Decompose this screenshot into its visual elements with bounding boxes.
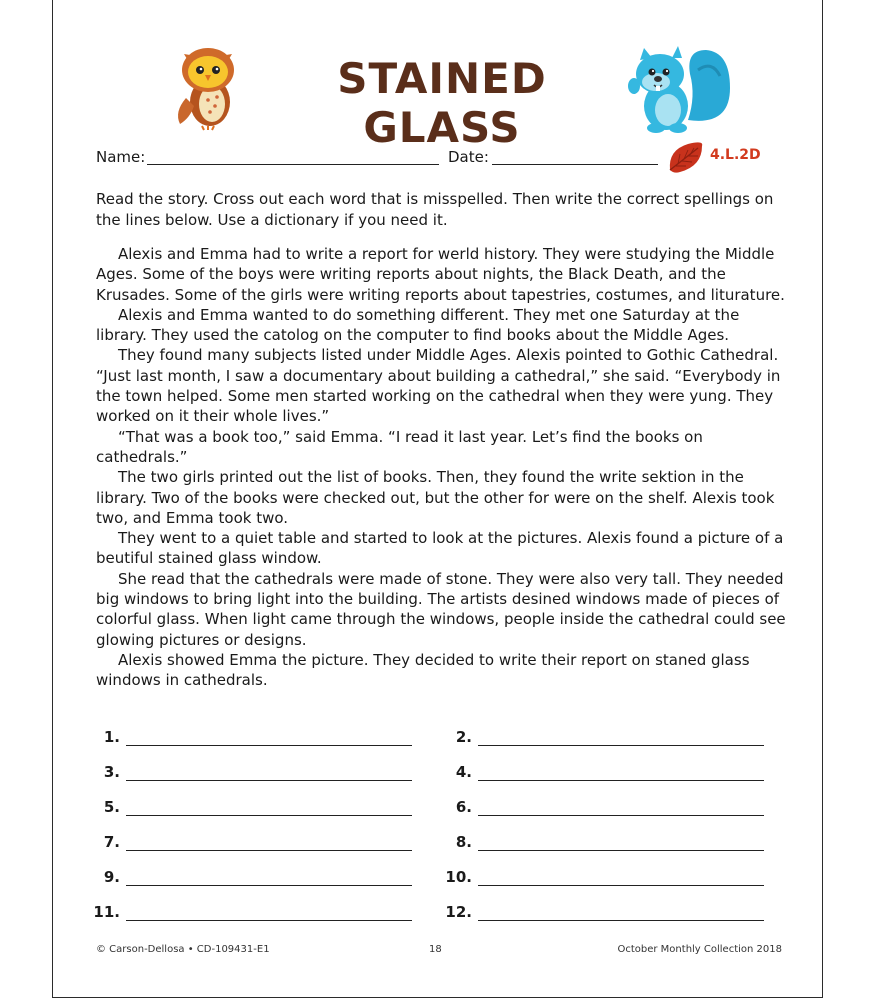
answer-number: 11. [93,903,120,921]
answer-number: 6. [455,798,472,816]
copyright: © Carson-Dellosa • CD-109431-E1 [96,944,270,955]
standard-code: 4.L.2D [710,147,761,163]
answer-item [96,868,416,892]
answer-line[interactable] [126,815,412,816]
answer-number: 8. [455,833,472,851]
answer-line[interactable] [478,920,764,921]
name-date-row [96,146,796,174]
story-paragraph: Alexis and Emma wanted to do something different. They met one Saturday at the library. They used the catolog on the computer to find books about the Middle Ages. [96,305,740,345]
answer-line[interactable] [126,885,412,886]
answer-item [445,868,768,892]
answer-item [96,798,416,822]
answer-number: 12. [445,903,472,921]
story [96,244,786,691]
answer-lines [93,728,786,928]
name-line[interactable] [147,164,439,165]
worksheet-title: STAINED GLASS [337,54,547,152]
answer-item [448,798,768,822]
answer-line[interactable] [478,885,764,886]
date-label: Date: [448,148,489,166]
answer-item [96,833,416,857]
answer-line[interactable] [126,745,412,746]
answer-item [445,903,768,927]
answer-item [96,763,416,787]
squirrel-icon [626,40,736,136]
answer-number: 1. [103,728,120,746]
story-paragraph: The two girls printed out the list of books. Then, they found the write sektion in the library. Two of the books were checked out, but the other for were on the shelf. Alexis took two, and Emma took two. [96,468,775,527]
answer-line[interactable] [478,745,764,746]
answer-item [93,903,416,927]
answer-number: 10. [445,868,472,886]
date-line[interactable] [492,164,658,165]
story-paragraph: They found many subjects listed under Middle Ages. Alexis pointed to Gothic Cathedral. “Just last month, I saw a documentary about building a cathedral,” she said. “Everybody in the town helped. Some men started working on the cathedral when they were yung. They worked on it their whole lives.” [96,346,781,426]
answer-number: 9. [103,868,120,886]
answer-line[interactable] [126,850,412,851]
answer-line[interactable] [478,815,764,816]
header [52,40,823,152]
story-paragraph: She read that the cathedrals were made of stone. They were also very tall. They needed big windows to bring light into the building. The artists desined windows made of pieces of colorful glass. When light came through the windows, people inside the cathedral could see glowing pictures or designs. [96,569,786,649]
answer-item [448,833,768,857]
story-paragraph: Alexis showed Emma the picture. They decided to write their report on staned glass windows in cathedrals. [96,650,750,690]
answer-number: 7. [103,833,120,851]
story-paragraph: “That was a book too,” said Emma. “I read it last year. Let’s find the books on cathedrals.” [96,427,703,466]
answer-item [448,763,768,787]
answer-number: 2. [455,728,472,746]
answer-line[interactable] [478,850,764,851]
answer-number: 5. [103,798,120,816]
page-number: 18 [429,944,442,955]
name-label: Name: [96,148,146,166]
leaf-icon [666,140,706,176]
answer-number: 4. [455,763,472,781]
collection-name: October Monthly Collection 2018 [617,944,782,955]
answer-line[interactable] [478,780,764,781]
answer-line[interactable] [126,920,412,921]
story-paragraph: Alexis and Emma had to write a report for werld history. They were studying the Middle Ages. Some of the boys were writing reports about nights, the Black Death, and the Krusades. Some of the girls were writing reports about tapestries, costumes, and liturature. [96,245,785,304]
answer-item [448,728,768,752]
answer-item [96,728,416,752]
story-paragraph: They went to a quiet table and started to look at the pictures. Alexis found a picture of a beutiful stained glass window. [96,529,784,568]
answer-line[interactable] [126,780,412,781]
directions: Read the story. Cross out each word that is misspelled. Then write the correct spellings on the lines below. Use a dictionary if you need it. [96,190,774,229]
answer-number: 3. [103,763,120,781]
owl-icon [168,42,248,132]
